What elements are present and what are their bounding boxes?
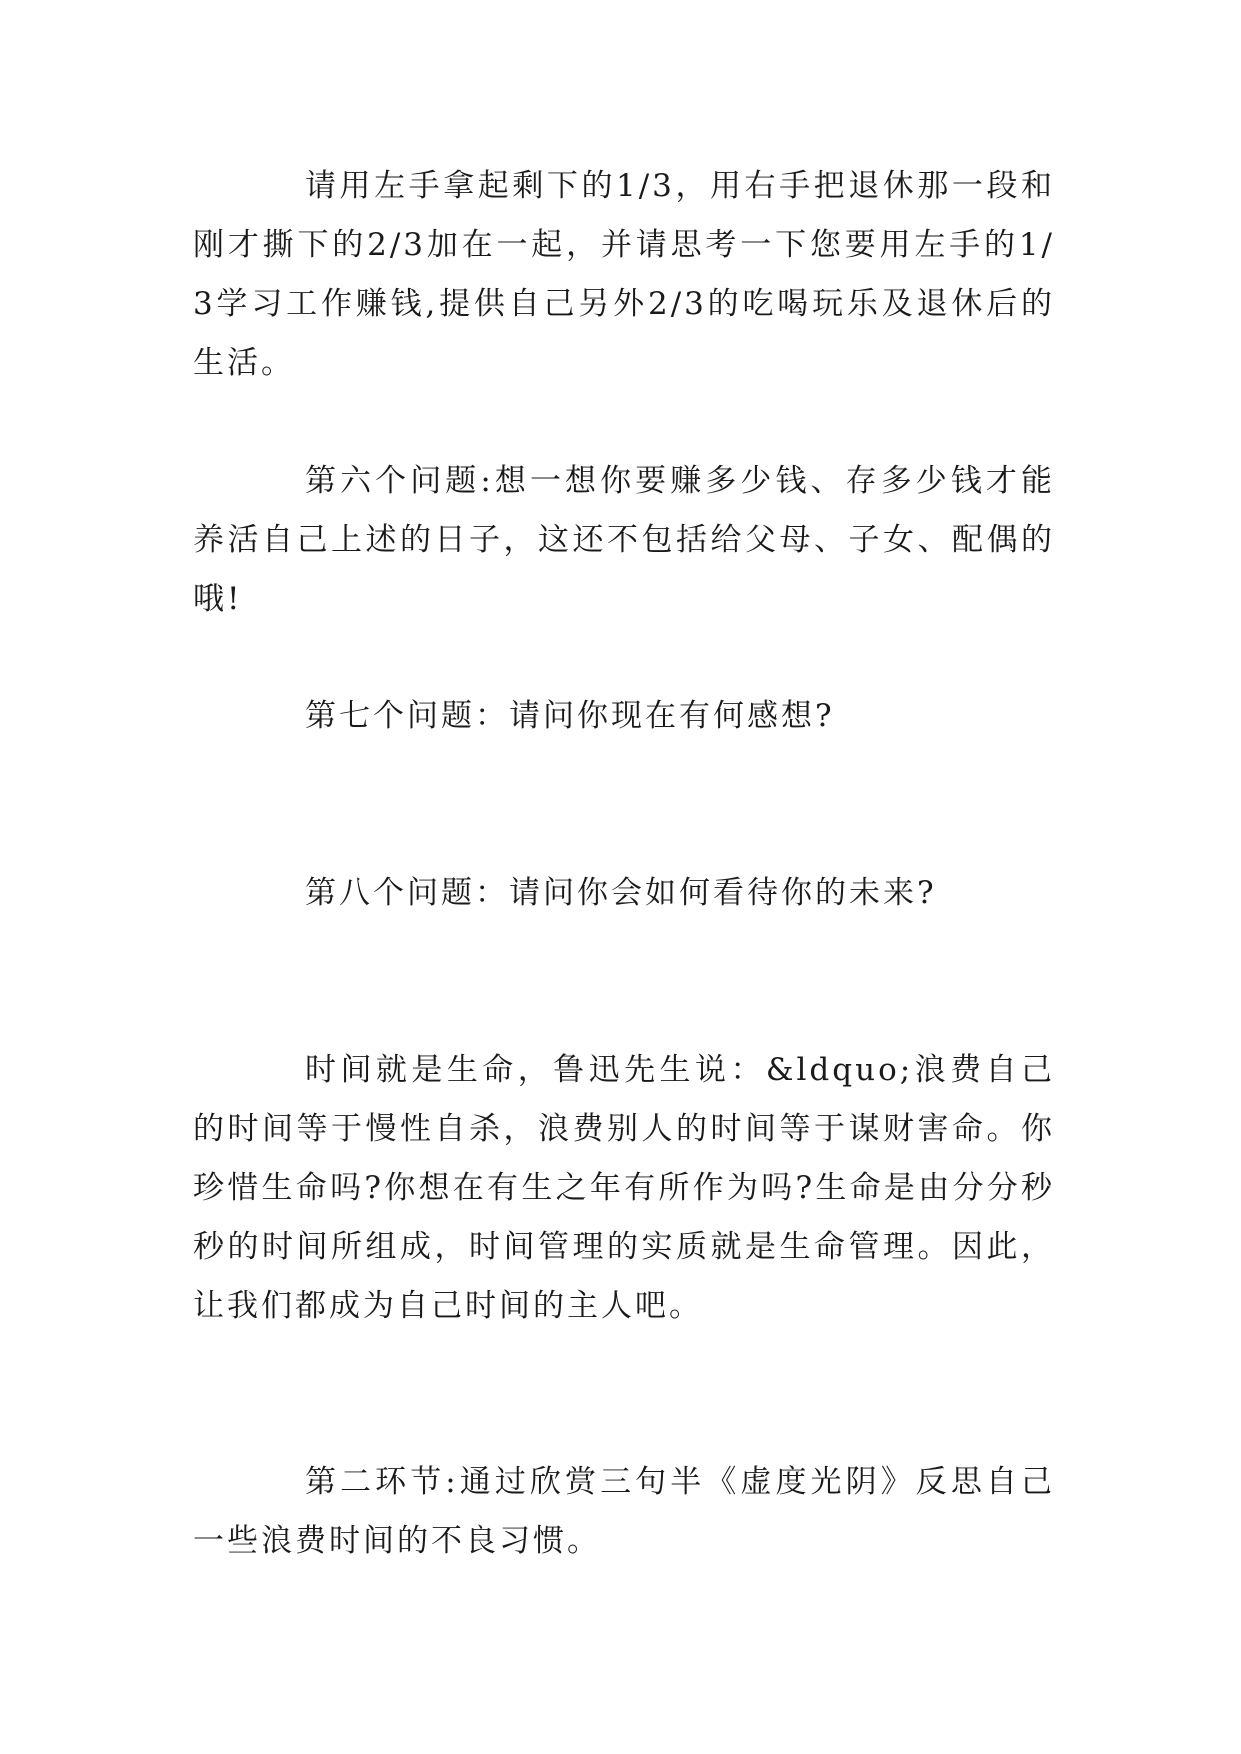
paragraph-question-six: 第六个问题:想一想你要赚多少钱、存多少钱才能养活自己上述的日子，这还不包括给父母、子女、配偶的哦! [193, 463, 1055, 617]
paragraph-time-is-life: 时间就是生命，鲁迅先生说：&ldquo;浪费自己的时间等于慢性自杀，浪费别人的时间等于谋财害命。你珍惜生命吗?你想在有生之年有所作为吗?生命是由分分秒秒的时间所组成，时间管理的实质就是生命管理。因此，让我们都成为自己时间的主人吧。 [193, 1052, 1055, 1324]
paragraph-left-hand-instruction: 请用左手拿起剩下的1/3，用右手把退休那一段和刚才撕下的2/3加在一起，并请思考一下您要用左手的1/3学习工作赚钱,提供自己另外2/3的吃喝玩乐及退休后的生活。 [193, 168, 1055, 381]
paragraph-question-eight: 第八个问题：请问你会如何看待你的未来? [305, 875, 937, 911]
paragraph-question-seven: 第七个问题：请问你现在有何感想? [305, 698, 835, 734]
paragraph-second-section: 第二环节:通过欣赏三句半《虚度光阴》反思自己一些浪费时间的不良习惯。 [193, 1464, 1055, 1559]
